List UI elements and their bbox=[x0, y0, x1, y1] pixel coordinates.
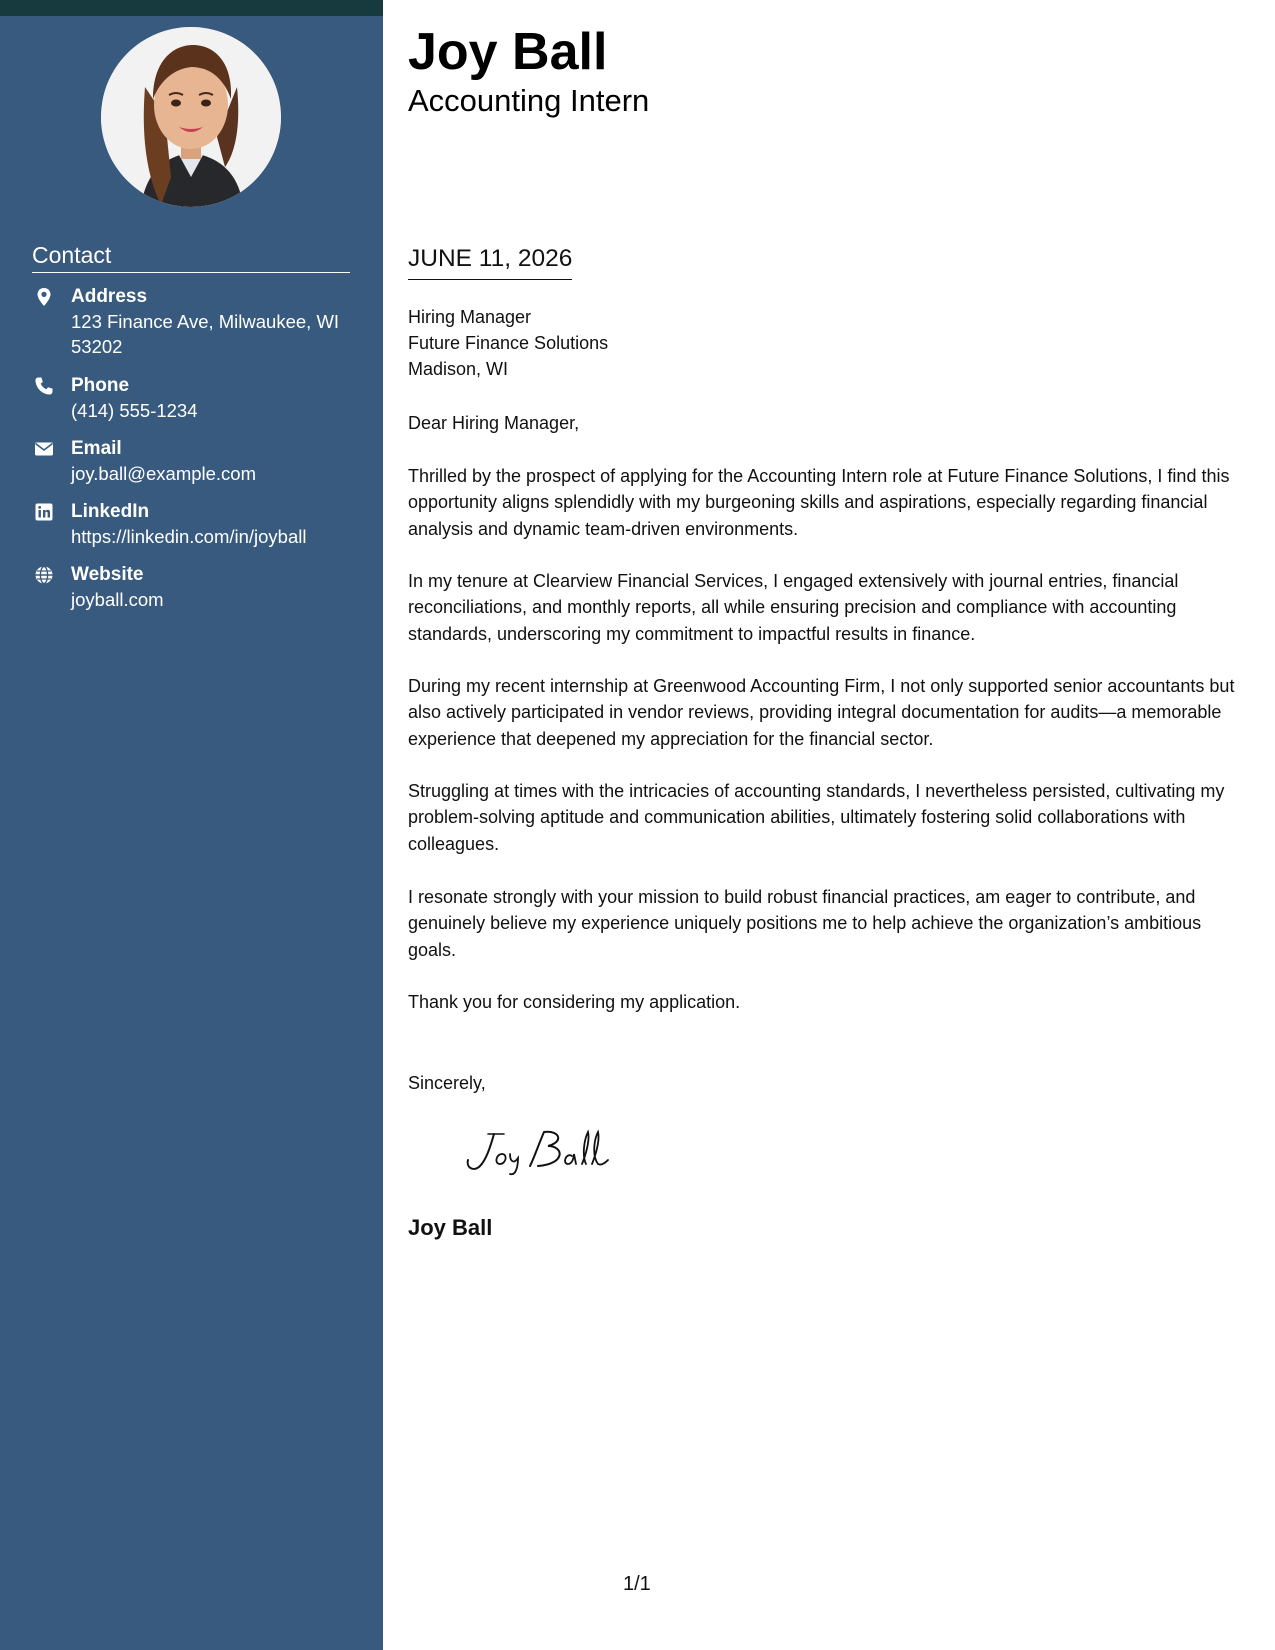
avatar bbox=[101, 27, 281, 207]
greeting: Dear Hiring Manager, bbox=[408, 413, 580, 433]
signature-drawing-icon bbox=[464, 1126, 614, 1176]
contact-value: https://linkedin.com/in/joyball bbox=[71, 526, 307, 547]
recipient-line: Madison, WI bbox=[408, 359, 509, 379]
recipient-block bbox=[408, 304, 1008, 382]
paragraph: Thrilled by the prospect of applying for the Accounting Intern role at Future Finance Solutions, I find this opportunity aligns splendidly with my burgeoning skills and aspirations, especially regarding financial analysis and dynamic team-driven environments. bbox=[408, 466, 1230, 539]
envelope-icon bbox=[34, 439, 54, 459]
paragraph: During my recent internship at Greenwood Accounting Firm, I not only supported senior accountants but also actively participated in vendor reviews, providing integral documentation for audits—a memorable experience that deepened my appreciation for the financial sector. bbox=[408, 676, 1235, 749]
recipient-line: Hiring Manager bbox=[408, 307, 532, 327]
contact-value: (414) 555-1234 bbox=[71, 400, 198, 421]
globe-icon bbox=[34, 565, 54, 585]
contact-label: Website bbox=[71, 564, 144, 585]
contact-label: LinkedIn bbox=[71, 501, 150, 522]
signature bbox=[464, 1126, 614, 1176]
contact-value: joyball.com bbox=[71, 589, 164, 610]
contact-label: Email bbox=[71, 438, 122, 459]
paragraph: I resonate strongly with your mission to build robust financial practices, am eager to contribute, and genuinely believe my experience uniquely positions me to help achieve the organization’s ambitious goals. bbox=[408, 887, 1202, 960]
closing: Sincerely, bbox=[408, 1073, 486, 1093]
page-number: 1/1 bbox=[623, 1573, 651, 1595]
contact-heading: Contact bbox=[32, 240, 350, 273]
linkedin-icon bbox=[34, 502, 54, 522]
letter-date: JUNE 11, 2026 bbox=[408, 244, 572, 280]
paragraph: Thank you for considering my application. bbox=[408, 992, 741, 1012]
paragraph: Struggling at times with the intricacies of accounting standards, I nevertheless persisted, cultivating my problem-solving aptitude and communication abilities, ultimately fostering solid collaborations with colleagues. bbox=[408, 781, 1225, 854]
job-title: Accounting Intern bbox=[408, 83, 650, 118]
letter-body bbox=[408, 0, 1248, 1650]
recipient-line: Future Finance Solutions bbox=[408, 333, 609, 353]
contact-value: joy.ball@example.com bbox=[71, 463, 257, 484]
signature-name: Joy Ball bbox=[408, 1215, 493, 1240]
contact-label: Phone bbox=[71, 375, 130, 396]
applicant-name: Joy Ball bbox=[408, 23, 608, 81]
paragraph: In my tenure at Clearview Financial Services, I engaged extensively with journal entries, financial reconciliations, and monthly reports, all while ensuring precision and compliance with accounting standards, underscoring my commitment to impactful results in finance. bbox=[408, 571, 1179, 644]
sidebar-top-bar bbox=[0, 0, 383, 16]
map-pin-icon bbox=[34, 287, 54, 307]
sidebar bbox=[0, 0, 383, 1650]
phone-icon bbox=[34, 376, 54, 396]
contact-label: Address bbox=[71, 286, 148, 307]
contact-value: 123 Finance Ave, Milwaukee, WI 53202 bbox=[71, 311, 340, 357]
profile-photo-icon bbox=[101, 27, 281, 207]
